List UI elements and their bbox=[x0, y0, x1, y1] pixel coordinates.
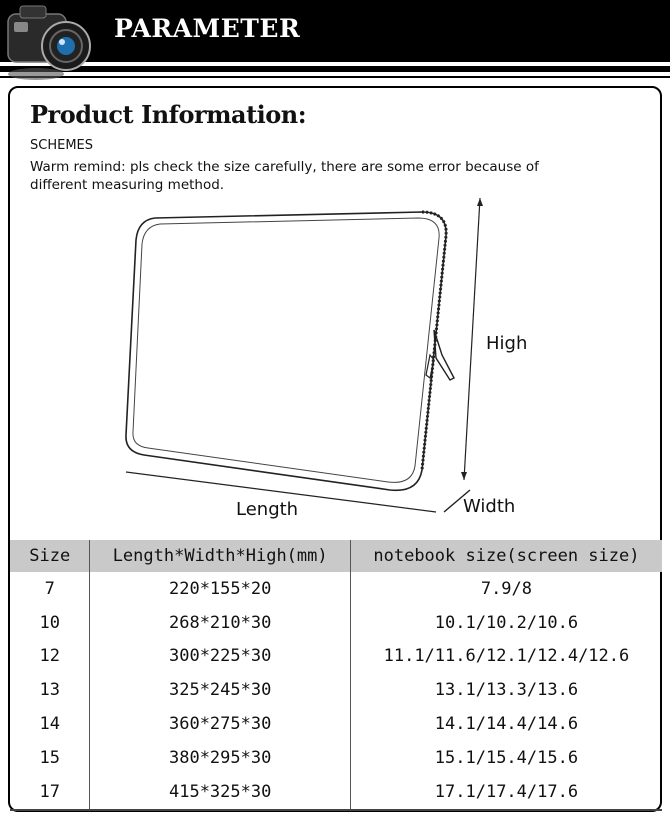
sleeve-diagram bbox=[100, 190, 540, 530]
cell-size: 7 bbox=[10, 572, 90, 606]
header-bar bbox=[0, 0, 670, 62]
cell-size: 13 bbox=[10, 673, 90, 707]
cell-notebook-size: 11.1/11.6/12.1/12.4/12.6 bbox=[383, 646, 630, 667]
cell-notebook-size: 15.1/15.4/15.6 bbox=[434, 747, 579, 768]
warm-remind-text: Warm remind: pls check the size carefully, there are some error because of different measuring method. bbox=[30, 159, 539, 193]
cell-dimensions: 268*210*30 bbox=[90, 606, 350, 640]
table-row bbox=[10, 606, 662, 640]
width-label: Width bbox=[463, 496, 516, 517]
cell-dimensions: 300*225*30 bbox=[90, 640, 350, 674]
cell-notebook-size: 7.9/8 bbox=[480, 578, 533, 599]
high-label: High bbox=[486, 333, 528, 354]
cell-dimensions: 380*295*30 bbox=[90, 741, 350, 775]
cell-notebook-size: 13.1/13.3/13.6 bbox=[434, 680, 579, 701]
header-divider bbox=[0, 66, 670, 72]
header-dimensions: Length*Width*High(mm) bbox=[90, 540, 350, 572]
table-row bbox=[10, 775, 662, 810]
table-row bbox=[10, 572, 662, 606]
cell-dimensions: 220*155*20 bbox=[90, 572, 350, 606]
cell-size: 12 bbox=[10, 640, 90, 674]
product-info-title: Product Information: bbox=[30, 100, 307, 129]
cell-dimensions: 325*245*30 bbox=[90, 673, 350, 707]
table-row bbox=[10, 640, 662, 674]
cell-notebook-size: 14.1/14.4/14.6 bbox=[434, 714, 579, 735]
header-size: Size bbox=[10, 540, 90, 572]
cell-size: 10 bbox=[10, 606, 90, 640]
cell-notebook-size: 17.1/17.4/17.6 bbox=[350, 775, 662, 810]
cell-size: 14 bbox=[10, 707, 90, 741]
schemes-label: SCHEMES bbox=[30, 138, 94, 153]
cell-notebook-size: 10.1/10.2/10.6 bbox=[434, 612, 579, 633]
header-notebook-size: notebook size(screen size) bbox=[350, 540, 662, 572]
table-row bbox=[10, 707, 662, 741]
cell-dimensions: 360*275*30 bbox=[90, 707, 350, 741]
camera-icon bbox=[0, 0, 100, 86]
header-divider-thin bbox=[0, 76, 670, 78]
cell-dimensions: 415*325*30 bbox=[90, 775, 350, 810]
size-table bbox=[10, 540, 662, 811]
cell-size: 15 bbox=[10, 741, 90, 775]
table-row bbox=[10, 741, 662, 775]
page-title: PARAMETER bbox=[114, 14, 301, 43]
table-row bbox=[10, 673, 662, 707]
length-label: Length bbox=[236, 499, 299, 520]
cell-size: 17 bbox=[10, 775, 90, 810]
table-header-row bbox=[10, 540, 662, 572]
